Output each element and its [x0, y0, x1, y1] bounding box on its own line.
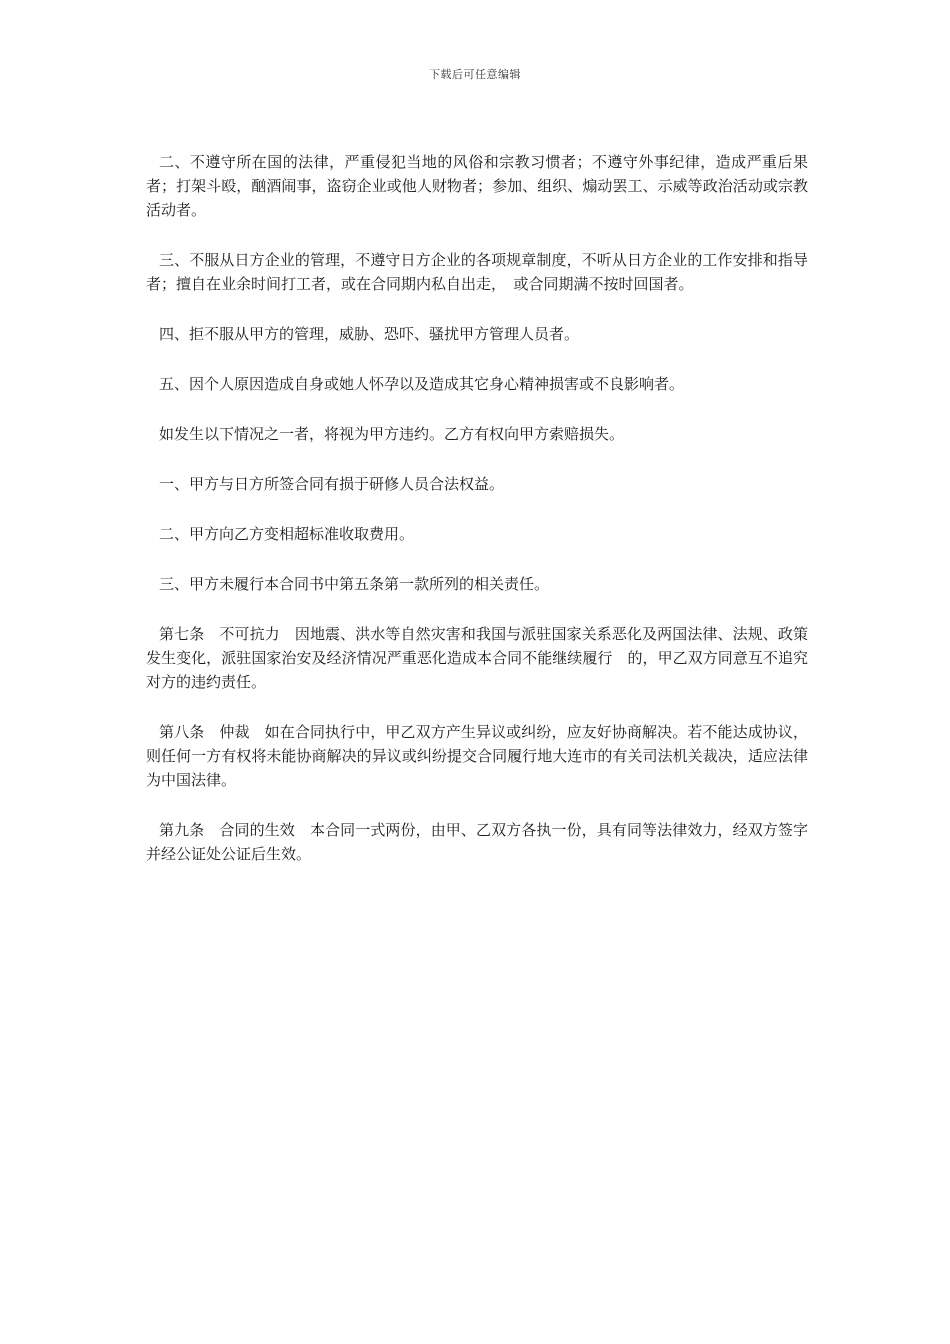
document-body	[146, 150, 808, 892]
article-9-effectiveness: 第九条 合同的生效 本合同一式两份，由甲、乙双方各执一份，具有同等法律效力，经双方签字并经公证处公证后生效。	[146, 821, 808, 863]
article-7-force-majeure: 第七条 不可抗力 因地震、洪水等自然灾害和我国与派驻国家关系恶化及两国法律、法规、政策发生变化，派驻国家治安及经济情况严重恶化造成本合同不能继续履行 的，甲乙双方同意互不追究对方的违约责任。	[146, 625, 808, 691]
article-8-arbitration: 第八条 仲裁 如在合同执行中，甲乙双方产生异议或纠纷，应友好协商解决。若不能达成协议，则任何一方有权将未能协商解决的异议或纠纷提交合同履行地大连市的有关司法机关裁决，适应法律为中国法律。	[146, 723, 808, 789]
paragraph-party-a-breach-1: 一、甲方与日方所签合同有损于研修人员合法权益。	[159, 475, 505, 493]
paragraph-refuse-management: 四、拒不服从甲方的管理，威胁、恐吓、骚扰甲方管理人员者。	[159, 325, 580, 343]
paragraph-personal-reasons: 五、因个人原因造成自身或她人怀孕以及造成其它身心精神损害或不良影响者。	[159, 375, 685, 393]
page-header: 下载后可任意编辑	[429, 68, 521, 81]
paragraph-violation-management: 三、不服从日方企业的管理，不遵守日方企业的各项规章制度，不听从日方企业的工作安排和指导者；擅自在业余时间打工者，或在合同期内私自出走， 或合同期满不按时回国者。	[146, 251, 808, 293]
paragraph-party-a-breach-intro: 如发生以下情况之一者，将视为甲方违约。乙方有权向甲方索赔损失。	[159, 425, 625, 443]
paragraph-party-a-breach-3: 三、甲方未履行本合同书中第五条第一款所列的相关责任。	[159, 575, 550, 593]
paragraph-violation-law: 二、不遵守所在国的法律，严重侵犯当地的风俗和宗教习惯者；不遵守外事纪律，造成严重后果者；打架斗殴，酗酒闹事，盗窃企业或他人财物者；参加、组织、煽动罢工、示威等政治活动或宗教活动者。	[146, 153, 808, 219]
paragraph-party-a-breach-2: 二、甲方向乙方变相超标准收取费用。	[159, 525, 415, 543]
